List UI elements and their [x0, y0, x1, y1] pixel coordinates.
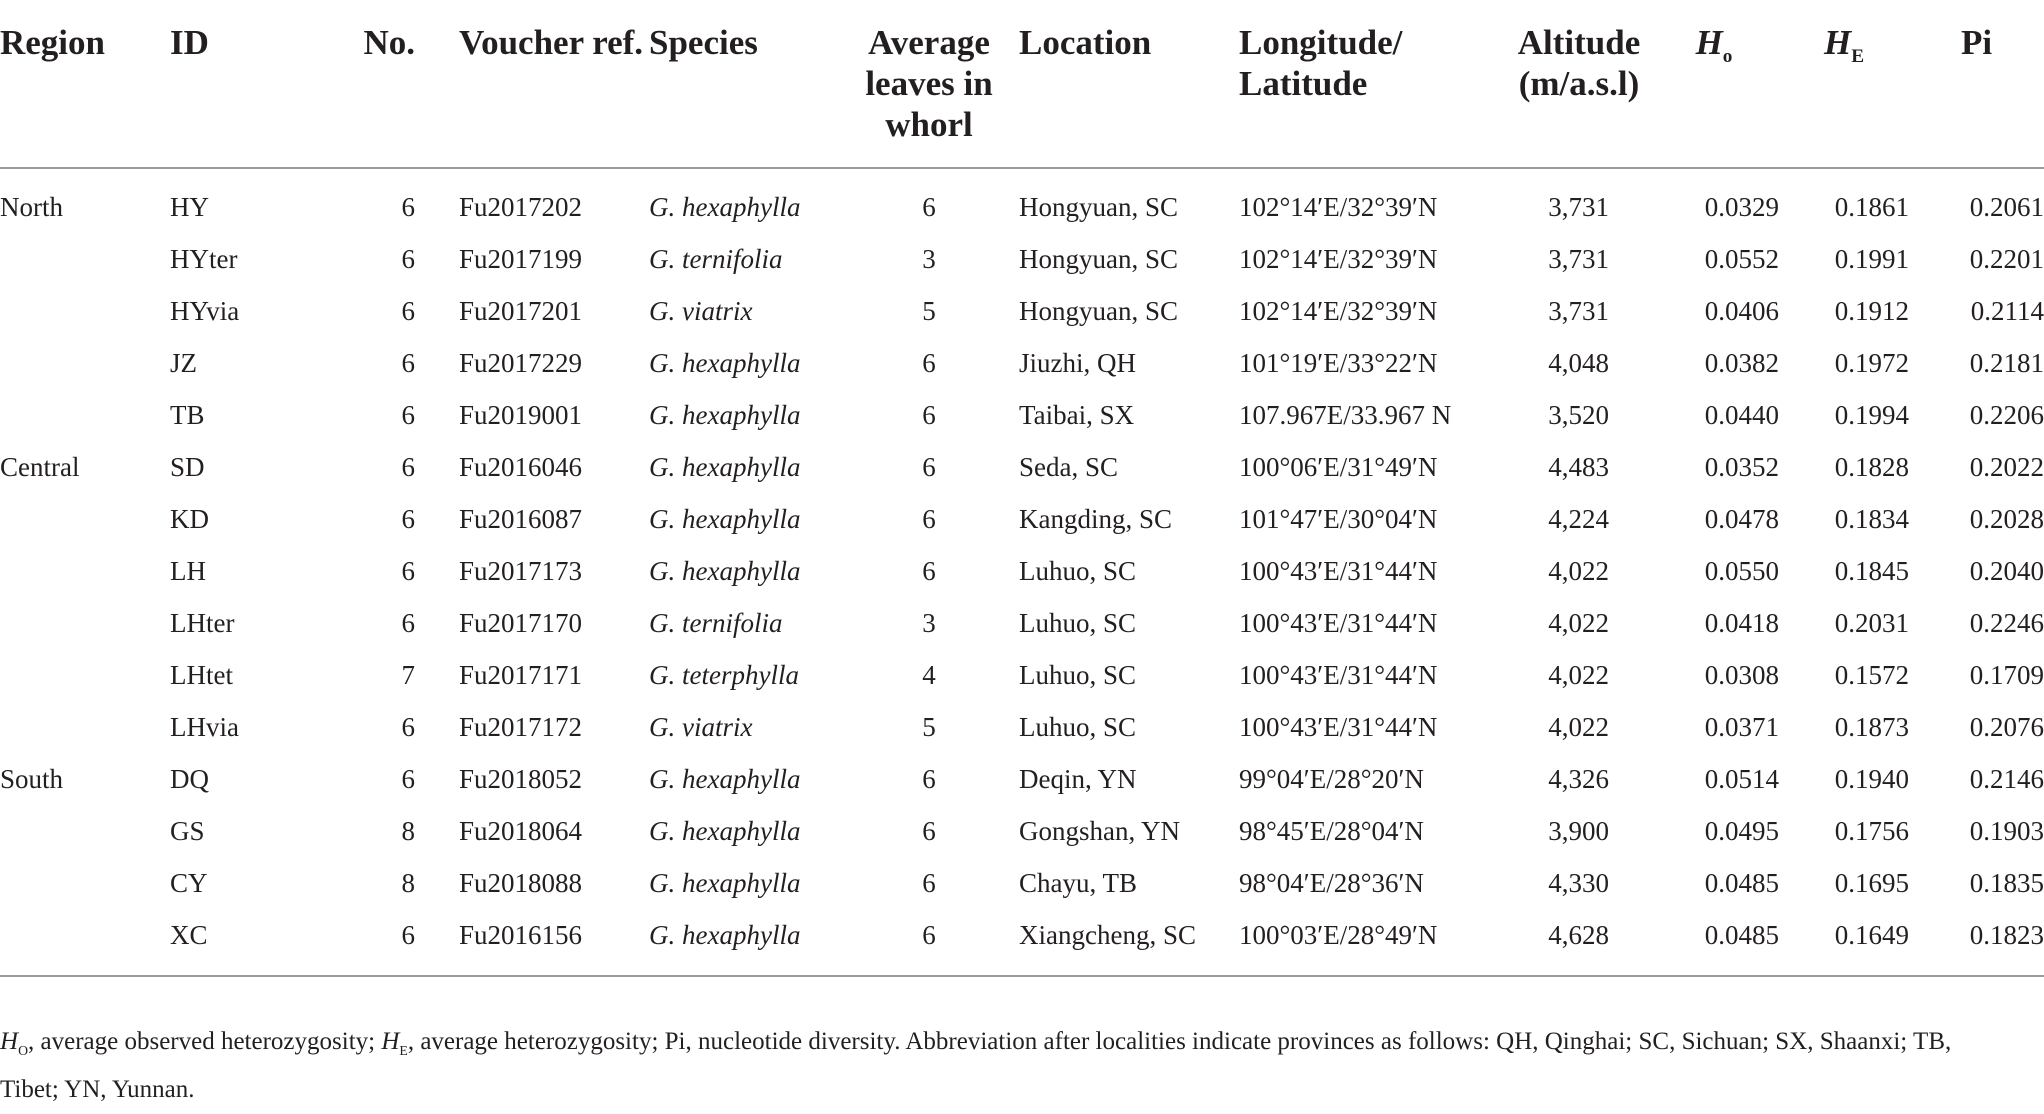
cell-species: G. hexaphylla: [649, 399, 801, 430]
cell-voucher: Fu2016087: [459, 503, 583, 534]
header-altitude: Altitude (m/a.s.l): [1509, 0, 1649, 168]
cell-altitude: 4,022: [1548, 659, 1609, 690]
cell-voucher: Fu2017201: [459, 295, 583, 326]
cell-id: GS: [170, 815, 205, 846]
cell-location: Luhuo, SC: [1019, 659, 1137, 690]
cell-pi: 0.2022: [1969, 451, 2044, 482]
cell-longitude-latitude: 102°14′E/32°39′N: [1239, 243, 1438, 274]
cell-location: Kangding, SC: [1019, 503, 1173, 534]
table-row: [0, 597, 2044, 649]
cell-species: G. viatrix: [649, 711, 753, 742]
header-row: [0, 0, 2044, 168]
cell-pi: 0.1903: [1969, 815, 2044, 846]
cell-id: LHtet: [170, 659, 233, 690]
cell-he: 0.1695: [1834, 867, 1909, 898]
header-voucher: Voucher ref.: [415, 0, 649, 168]
header-pi: Pi: [1909, 0, 2044, 168]
cell-longitude-latitude: 100°03′E/28°49′N: [1239, 919, 1438, 950]
cell-no: 6: [401, 607, 415, 638]
cell-longitude-latitude: 107.967E/33.967 N: [1239, 399, 1452, 430]
table-row: [0, 805, 2044, 857]
cell-voucher: Fu2017173: [459, 555, 583, 586]
cell-id: LHvia: [170, 711, 239, 742]
cell-region: [0, 337, 170, 389]
cell-species: G. ternifolia: [649, 607, 783, 638]
cell-id: HYter: [170, 243, 238, 274]
cell-no: 6: [401, 503, 415, 534]
cell-no: 6: [401, 555, 415, 586]
cell-ho: 0.0485: [1704, 919, 1779, 950]
cell-ho: 0.0514: [1704, 763, 1779, 794]
cell-voucher: Fu2017199: [459, 243, 583, 274]
cell-region: [0, 493, 170, 545]
cell-species: G. hexaphylla: [649, 867, 801, 898]
cell-longitude-latitude: 100°43′E/31°44′N: [1239, 607, 1438, 638]
cell-average-leaves: 5: [922, 711, 936, 742]
header-he-symbol: H: [1823, 23, 1852, 62]
cell-region: Central: [0, 451, 80, 482]
cell-he: 0.1756: [1834, 815, 1909, 846]
header-species: Species: [649, 0, 839, 168]
footnote-rest-text: , average heterozygosity; Pi, nucleotide diversity. Abbreviation after localities indicate provinces as follows: QH, Qinghai; SC, Sichuan; SX, Shaanxi; TB, Tibet; YN, Yunnan.: [0, 1028, 1952, 1103]
cell-pi: 0.2076: [1969, 711, 2044, 742]
footnote-ho-subscript: O: [18, 1043, 28, 1058]
cell-he: 0.1845: [1834, 555, 1909, 586]
cell-longitude-latitude: 101°19′E/33°22′N: [1239, 347, 1438, 378]
cell-pi: 0.2206: [1969, 399, 2044, 430]
cell-pi: 0.2201: [1969, 243, 2044, 274]
cell-species: G. hexaphylla: [649, 555, 801, 586]
cell-id: KD: [170, 503, 209, 534]
table-row: [0, 337, 2044, 389]
cell-average-leaves: 6: [922, 763, 936, 794]
header-id: ID: [170, 0, 315, 168]
cell-location: Xiangcheng, SC: [1019, 919, 1196, 950]
cell-pi: 0.2061: [1969, 191, 2044, 222]
cell-species: G. hexaphylla: [649, 503, 801, 534]
cell-ho: 0.0552: [1704, 243, 1779, 274]
cell-altitude: 4,048: [1548, 347, 1609, 378]
cell-no: 6: [401, 711, 415, 742]
cell-id: LH: [170, 555, 206, 586]
footnote-he-subscript: E: [399, 1043, 408, 1058]
cell-pi: 0.2040: [1969, 555, 2044, 586]
cell-he: 0.1972: [1834, 347, 1909, 378]
header-ho-subscript: o: [1722, 46, 1733, 67]
cell-species: G. teterphylla: [649, 659, 799, 690]
cell-he: 0.1828: [1834, 451, 1909, 482]
cell-location: Hongyuan, SC: [1019, 191, 1179, 222]
table-row: [0, 285, 2044, 337]
table-row: [0, 493, 2044, 545]
cell-he: 0.2031: [1834, 607, 1909, 638]
cell-ho: 0.0440: [1704, 399, 1779, 430]
cell-species: G. hexaphylla: [649, 815, 801, 846]
cell-voucher: Fu2017171: [459, 659, 583, 690]
cell-he: 0.1873: [1834, 711, 1909, 742]
cell-pi: 0.2181: [1969, 347, 2044, 378]
cell-region: [0, 285, 170, 337]
cell-id: LHter: [170, 607, 235, 638]
cell-species: G. hexaphylla: [649, 763, 801, 794]
cell-no: 6: [401, 191, 415, 222]
cell-ho: 0.0478: [1704, 503, 1779, 534]
cell-pi: 0.2246: [1969, 607, 2044, 638]
cell-average-leaves: 6: [922, 919, 936, 950]
cell-region: [0, 389, 170, 441]
cell-he: 0.1572: [1834, 659, 1909, 690]
cell-location: Jiuzhi, QH: [1019, 347, 1136, 378]
table-row: [0, 545, 2044, 597]
cell-longitude-latitude: 100°43′E/31°44′N: [1239, 711, 1438, 742]
cell-he: 0.1649: [1834, 919, 1909, 950]
cell-altitude: 4,483: [1548, 451, 1609, 482]
cell-average-leaves: 6: [922, 503, 936, 534]
cell-region: [0, 597, 170, 649]
cell-voucher: Fu2018088: [459, 867, 583, 898]
table-row: [0, 857, 2044, 909]
footnote-ho-text: , average observed heterozygosity;: [28, 1028, 382, 1055]
cell-ho: 0.0495: [1704, 815, 1779, 846]
cell-no: 6: [401, 243, 415, 274]
cell-region: [0, 805, 170, 857]
cell-id: HYvia: [170, 295, 240, 326]
cell-region: [0, 649, 170, 701]
cell-voucher: Fu2017229: [459, 347, 583, 378]
cell-average-leaves: 6: [922, 867, 936, 898]
cell-no: 7: [401, 659, 415, 690]
cell-longitude-latitude: 98°45′E/28°04′N: [1239, 815, 1424, 846]
cell-longitude-latitude: 102°14′E/32°39′N: [1239, 295, 1438, 326]
cell-species: G. hexaphylla: [649, 191, 801, 222]
cell-average-leaves: 3: [922, 607, 936, 638]
cell-voucher: Fu2017170: [459, 607, 583, 638]
cell-ho: 0.0418: [1704, 607, 1779, 638]
cell-pi: 0.2114: [1970, 295, 2044, 326]
table-row: [0, 233, 2044, 285]
cell-altitude: 3,731: [1548, 243, 1609, 274]
header-location: Location: [1019, 0, 1239, 168]
cell-id: HY: [170, 191, 209, 222]
cell-no: 6: [401, 347, 415, 378]
cell-id: SD: [170, 451, 205, 482]
footnote-ho-symbol: H: [0, 1028, 19, 1055]
cell-species: G. hexaphylla: [649, 451, 801, 482]
cell-location: Hongyuan, SC: [1019, 243, 1179, 274]
cell-location: Hongyuan, SC: [1019, 295, 1179, 326]
cell-id: XC: [170, 919, 208, 950]
header-region: Region: [0, 0, 170, 168]
cell-location: Gongshan, YN: [1019, 815, 1180, 846]
cell-ho: 0.0308: [1704, 659, 1779, 690]
cell-region: [0, 545, 170, 597]
table-row: [0, 168, 2044, 233]
cell-no: 6: [401, 763, 415, 794]
cell-no: 6: [401, 451, 415, 482]
table-header: [0, 0, 2044, 168]
cell-average-leaves: 5: [922, 295, 936, 326]
cell-he: 0.1994: [1834, 399, 1909, 430]
cell-pi: 0.2028: [1969, 503, 2044, 534]
cell-region: South: [0, 763, 64, 794]
cell-species: G. hexaphylla: [649, 919, 801, 950]
cell-region: [0, 909, 170, 976]
cell-he: 0.1834: [1834, 503, 1909, 534]
cell-voucher: Fu2018052: [459, 763, 583, 794]
cell-ho: 0.0371: [1704, 711, 1779, 742]
cell-ho: 0.0329: [1704, 191, 1779, 222]
cell-voucher: Fu2018064: [459, 815, 583, 846]
cell-location: Taibai, SX: [1019, 399, 1135, 430]
header-ho: [1649, 0, 1779, 168]
cell-longitude-latitude: 99°04′E/28°20′N: [1239, 763, 1424, 794]
cell-altitude: 4,628: [1548, 919, 1609, 950]
cell-average-leaves: 3: [922, 243, 936, 274]
cell-longitude-latitude: 100°43′E/31°44′N: [1239, 659, 1438, 690]
cell-he: 0.1912: [1834, 295, 1909, 326]
cell-longitude-latitude: 100°43′E/31°44′N: [1239, 555, 1438, 586]
cell-species: G. viatrix: [649, 295, 753, 326]
cell-location: Luhuo, SC: [1019, 711, 1137, 742]
cell-id: TB: [170, 399, 205, 430]
header-average-leaves: Average leaves in whorl: [839, 0, 1019, 168]
cell-altitude: 3,731: [1548, 191, 1609, 222]
cell-location: Luhuo, SC: [1019, 607, 1137, 638]
cell-ho: 0.0550: [1704, 555, 1779, 586]
cell-altitude: 4,022: [1548, 711, 1609, 742]
cell-species: G. hexaphylla: [649, 347, 801, 378]
cell-altitude: 4,330: [1548, 867, 1609, 898]
cell-pi: 0.1823: [1969, 919, 2044, 950]
cell-altitude: 4,326: [1548, 763, 1609, 794]
cell-voucher: Fu2016046: [459, 451, 583, 482]
cell-location: Chayu, TB: [1019, 867, 1138, 898]
cell-altitude: 4,022: [1548, 555, 1609, 586]
cell-voucher: Fu2019001: [459, 399, 583, 430]
header-longitude-latitude: Longitude/ Latitude: [1239, 0, 1509, 168]
cell-location: Seda, SC: [1019, 451, 1119, 482]
table-row: [0, 909, 2044, 976]
cell-voucher: Fu2017202: [459, 191, 583, 222]
cell-he: 0.1991: [1834, 243, 1909, 274]
header-he: [1779, 0, 1909, 168]
cell-pi: 0.1835: [1969, 867, 2044, 898]
cell-ho: 0.0382: [1704, 347, 1779, 378]
cell-altitude: 3,900: [1548, 815, 1609, 846]
cell-average-leaves: 6: [922, 451, 936, 482]
cell-he: 0.1861: [1834, 191, 1909, 222]
cell-he: 0.1940: [1834, 763, 1909, 794]
cell-id: DQ: [170, 763, 209, 794]
header-ho-symbol: H: [1695, 23, 1723, 62]
cell-pi: 0.2146: [1969, 763, 2044, 794]
cell-location: Deqin, YN: [1019, 763, 1137, 794]
table-row: [0, 701, 2044, 753]
cell-region: [0, 857, 170, 909]
cell-average-leaves: 6: [922, 815, 936, 846]
table-row: [0, 649, 2044, 701]
cell-ho: 0.0485: [1704, 867, 1779, 898]
table-row: [0, 389, 2044, 441]
cell-altitude: 3,520: [1548, 399, 1609, 430]
cell-id: CY: [170, 867, 208, 898]
header-no: No.: [315, 0, 415, 168]
cell-location: Luhuo, SC: [1019, 555, 1137, 586]
cell-no: 6: [401, 919, 415, 950]
cell-average-leaves: 6: [922, 191, 936, 222]
cell-average-leaves: 6: [922, 347, 936, 378]
cell-no: 6: [401, 295, 415, 326]
cell-average-leaves: 6: [922, 399, 936, 430]
table-footnote: [0, 1022, 1990, 1109]
cell-longitude-latitude: 98°04′E/28°36′N: [1239, 867, 1424, 898]
cell-ho: 0.0352: [1704, 451, 1779, 482]
cell-longitude-latitude: 101°47′E/30°04′N: [1239, 503, 1438, 534]
footnote-he-symbol: H: [381, 1028, 400, 1055]
cell-voucher: Fu2016156: [459, 919, 583, 950]
cell-altitude: 4,224: [1548, 503, 1609, 534]
cell-id: JZ: [170, 347, 197, 378]
cell-no: 8: [401, 815, 415, 846]
cell-ho: 0.0406: [1704, 295, 1779, 326]
cell-altitude: 4,022: [1548, 607, 1609, 638]
cell-species: G. ternifolia: [649, 243, 783, 274]
cell-region: [0, 233, 170, 285]
cell-average-leaves: 6: [922, 555, 936, 586]
cell-average-leaves: 4: [922, 659, 936, 690]
table-row: [0, 441, 2044, 493]
cell-no: 6: [401, 399, 415, 430]
cell-altitude: 3,731: [1548, 295, 1609, 326]
cell-region: [0, 701, 170, 753]
table-body: [0, 168, 2044, 976]
cell-longitude-latitude: 100°06′E/31°49′N: [1239, 451, 1438, 482]
table-row: [0, 753, 2044, 805]
header-he-subscript: E: [1851, 46, 1865, 67]
cell-region: North: [0, 191, 63, 222]
cell-no: 8: [401, 867, 415, 898]
cell-longitude-latitude: 102°14′E/32°39′N: [1239, 191, 1438, 222]
cell-voucher: Fu2017172: [459, 711, 583, 742]
cell-pi: 0.1709: [1969, 659, 2044, 690]
